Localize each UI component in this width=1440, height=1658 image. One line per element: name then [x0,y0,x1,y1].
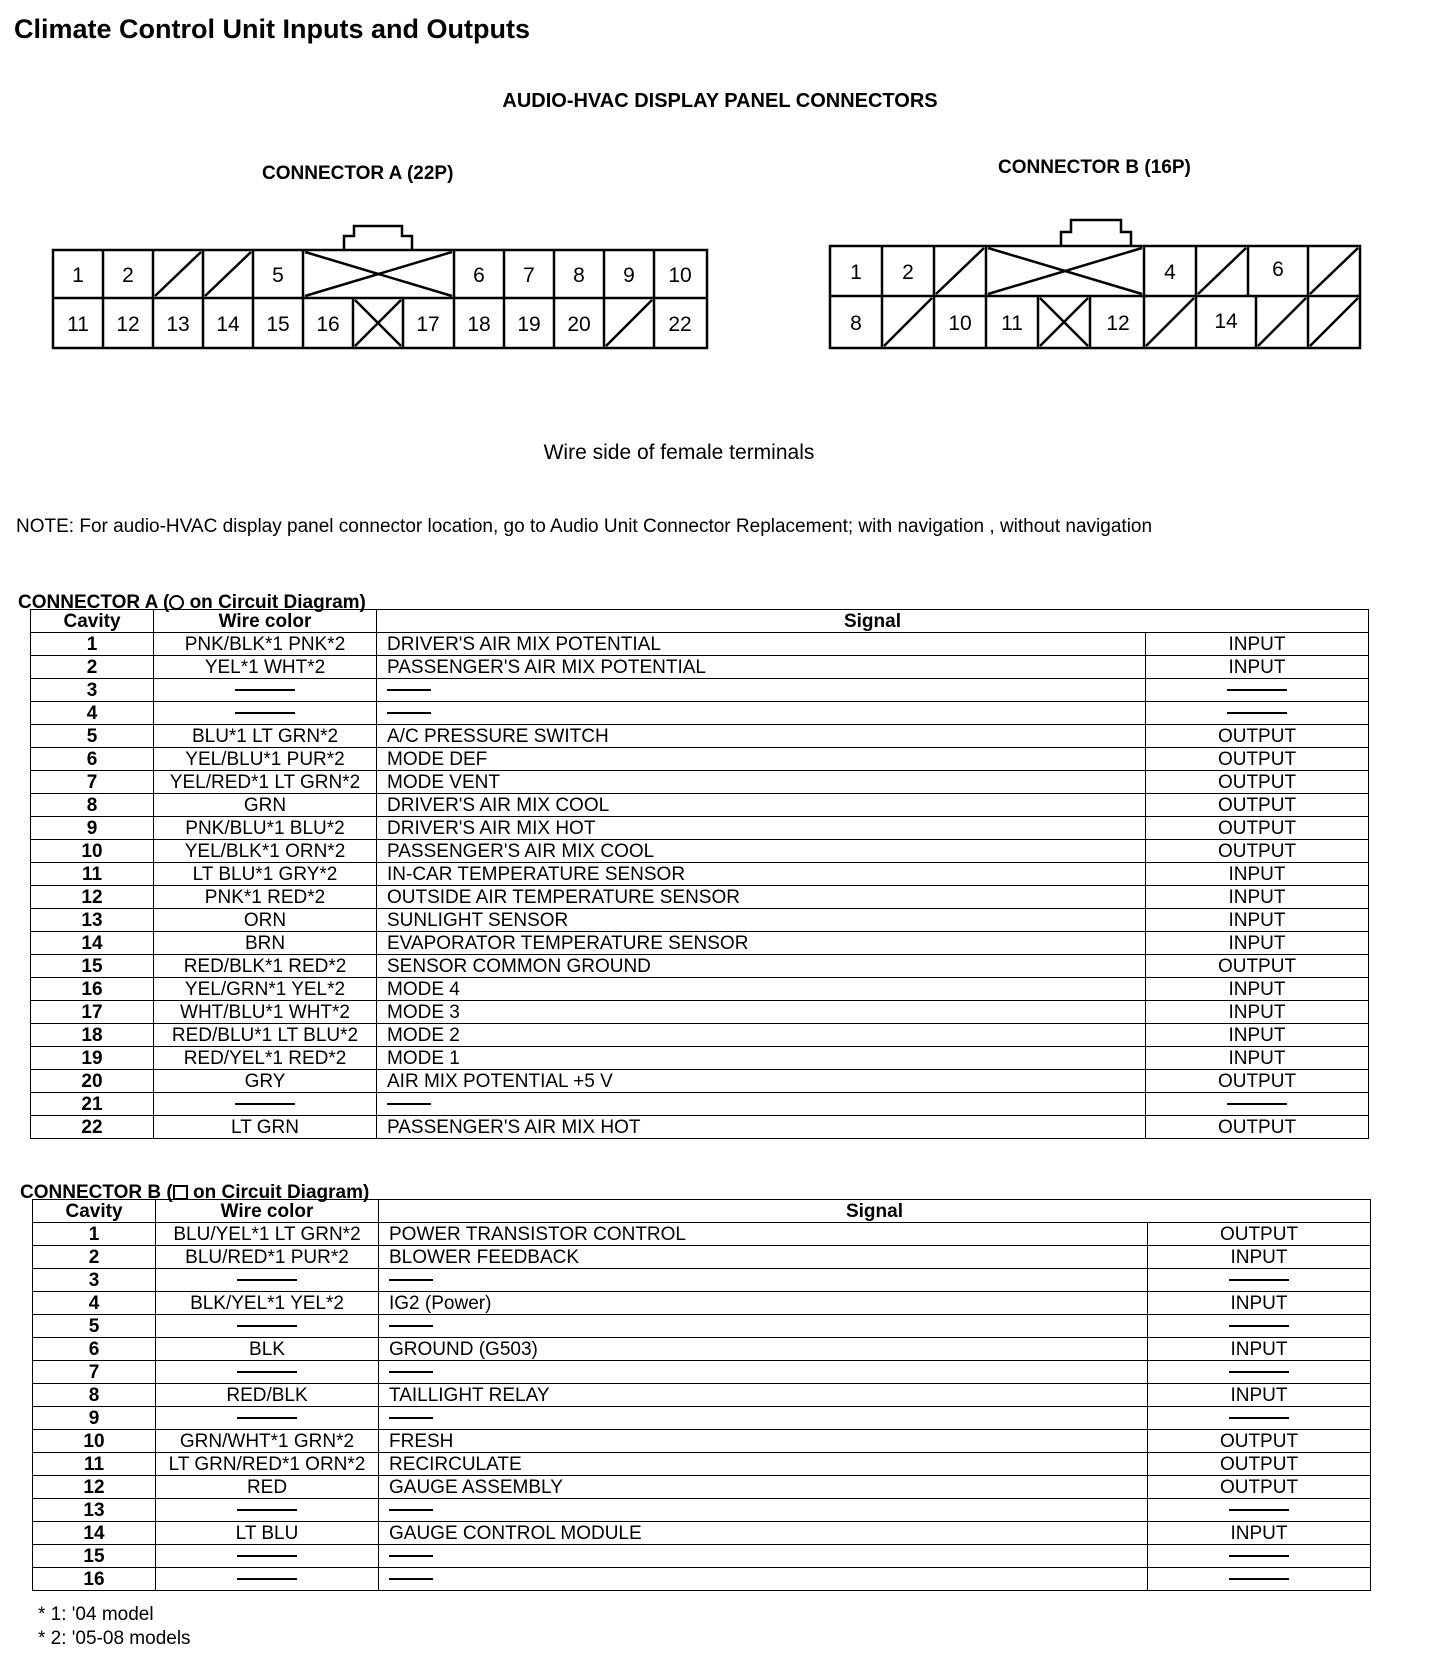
wire-color-cell: YEL/GRN*1 YEL*2 [154,978,377,1001]
cavity-cell: 2 [33,1246,156,1269]
cavity-cell: 11 [33,1453,156,1476]
wire-color-cell: YEL/RED*1 LT GRN*2 [154,771,377,794]
wire-color-cell [156,1499,379,1522]
pin-label: 9 [623,264,635,287]
connector-a-latch [344,226,412,250]
signal-cell: MODE 4 [377,978,1146,1001]
pin-label: 15 [266,313,290,336]
wire-color-cell: GRY [154,1070,377,1093]
wire-color-cell [156,1269,379,1292]
table-row [31,1047,1369,1070]
pin-label: 8 [573,264,585,287]
wire-color-cell [156,1315,379,1338]
cavity-cell: 6 [31,748,154,771]
empty-dash [235,689,295,691]
table-header-row [31,610,1369,633]
io-cell [1148,1499,1371,1522]
wire-color-cell: WHT/BLU*1 WHT*2 [154,1001,377,1024]
pin-label: 10 [668,264,692,287]
wire-color-cell: LT BLU [156,1522,379,1545]
wire-color-cell: PNK*1 RED*2 [154,886,377,909]
cavity-cell: 8 [31,794,154,817]
cavity-cell: 13 [33,1499,156,1522]
signal-cell: SENSOR COMMON GROUND [377,955,1146,978]
cavity-cell: 15 [31,955,154,978]
io-cell: INPUT [1148,1384,1371,1407]
wire-color-cell [156,1545,379,1568]
io-cell: INPUT [1148,1522,1371,1545]
empty-dash [1229,1325,1289,1327]
wire-color-cell [154,702,377,725]
io-cell: OUTPUT [1146,748,1369,771]
table-row [31,725,1369,748]
signal-cell: MODE 3 [377,1001,1146,1024]
wire-color-cell [154,679,377,702]
table-row [31,932,1369,955]
io-cell: INPUT [1146,932,1369,955]
pin-label: 14 [216,313,240,336]
signal-cell: IG2 (Power) [379,1292,1148,1315]
table-row [31,771,1369,794]
table-row [33,1407,1371,1430]
cavity-cell: 2 [31,656,154,679]
signal-cell: IN-CAR TEMPERATURE SENSOR [377,863,1146,886]
wire-color-cell: PNK/BLK*1 PNK*2 [154,633,377,656]
table-row [33,1338,1371,1361]
pin-label: 2 [902,261,914,284]
table-row [31,886,1369,909]
io-cell: INPUT [1146,1047,1369,1070]
table-row [33,1430,1371,1453]
cavity-cell: 13 [31,909,154,932]
wire-color-cell: BLK/YEL*1 YEL*2 [156,1292,379,1315]
table-row [31,840,1369,863]
io-cell [1148,1568,1371,1591]
io-cell [1148,1407,1371,1430]
table-row [31,909,1369,932]
cavity-cell: 20 [31,1070,154,1093]
wire-color-cell: BLU*1 LT GRN*2 [154,725,377,748]
empty-dash [237,1371,297,1373]
empty-dash [1229,1555,1289,1557]
signal-cell: TAILLIGHT RELAY [379,1384,1148,1407]
cavity-cell: 4 [31,702,154,725]
connector-b-latch [1061,220,1131,246]
empty-dash [389,1509,433,1511]
table-row [33,1384,1371,1407]
empty-dash [1227,689,1287,691]
cavity-cell: 12 [33,1476,156,1499]
cavity-cell: 7 [33,1361,156,1384]
table-row [31,978,1369,1001]
wire-color-cell: RED [156,1476,379,1499]
io-cell: INPUT [1148,1246,1371,1269]
pin-label: 22 [668,313,692,336]
connector-b-body [33,1223,1371,1591]
signal-cell: PASSENGER'S AIR MIX POTENTIAL [377,656,1146,679]
cavity-cell: 12 [31,886,154,909]
table-row [31,955,1369,978]
wire-color-cell: GRN/WHT*1 GRN*2 [156,1430,379,1453]
cavity-cell: 14 [33,1522,156,1545]
connector-b-label: CONNECTOR B (16P) [998,157,1191,178]
page-title: Climate Control Unit Inputs and Outputs [14,14,530,44]
wire-color-cell [156,1407,379,1430]
io-cell: INPUT [1146,863,1369,886]
cavity-cell: 10 [33,1430,156,1453]
table-row [33,1292,1371,1315]
empty-dash [1229,1371,1289,1373]
wire-color-cell: BLK [156,1338,379,1361]
empty-dash [389,1417,433,1419]
wire-color-cell [154,1093,377,1116]
io-cell: OUTPUT [1146,955,1369,978]
signal-cell [379,1269,1148,1292]
wire-color-header: Wire color [156,1200,379,1223]
connector-b-diagram [826,212,1368,359]
wire-color-cell: BRN [154,932,377,955]
note-text: NOTE: For audio-HVAC display panel connector location, go to Audio Unit Connector Replacement; with navigation , without navigation [16,516,1153,537]
io-cell [1148,1361,1371,1384]
table-row [33,1246,1371,1269]
square-symbol-icon [173,1185,188,1200]
cavity-cell: 22 [31,1116,154,1139]
signal-cell [379,1361,1148,1384]
cavity-cell: 15 [33,1545,156,1568]
io-cell: INPUT [1146,978,1369,1001]
wire-color-header: Wire color [154,610,377,633]
connector-a-label: CONNECTOR A (22P) [262,163,454,184]
cavity-cell: 3 [31,679,154,702]
empty-dash [387,712,431,714]
pin-label: 1 [850,261,862,284]
wire-color-cell: BLU/RED*1 PUR*2 [156,1246,379,1269]
table-row [31,1093,1369,1116]
connector-a-table [30,609,1369,1139]
empty-dash [1229,1417,1289,1419]
io-cell: OUTPUT [1146,1070,1369,1093]
wire-color-cell: RED/YEL*1 RED*2 [154,1047,377,1070]
cavity-cell: 21 [31,1093,154,1116]
signal-cell [379,1568,1148,1591]
pin-label: 13 [166,313,190,336]
pin-label: 17 [416,313,440,336]
wire-color-cell [156,1568,379,1591]
connector-a-body [31,633,1369,1139]
signal-cell: DRIVER'S AIR MIX POTENTIAL [377,633,1146,656]
empty-dash [387,1103,431,1105]
table-row [33,1499,1371,1522]
pin-label: 11 [1001,312,1023,335]
pin-label: 6 [473,264,485,287]
signal-cell [379,1545,1148,1568]
cavity-cell: 4 [33,1292,156,1315]
wire-color-cell: RED/BLU*1 LT BLU*2 [154,1024,377,1047]
io-cell: INPUT [1146,1024,1369,1047]
signal-cell [377,1093,1146,1116]
pin-label: 14 [1214,310,1238,333]
wire-color-cell: YEL*1 WHT*2 [154,656,377,679]
connector-a-diagram [48,218,714,355]
wire-color-cell: RED/BLK [156,1384,379,1407]
empty-dash [237,1279,297,1281]
cavity-cell: 14 [31,932,154,955]
io-cell [1148,1315,1371,1338]
footnote-1: * 1: '04 model [38,1604,154,1625]
table-row [31,817,1369,840]
io-cell: OUTPUT [1146,1116,1369,1139]
footnote-2: * 2: '05-08 models [38,1628,191,1649]
pin-label: 18 [467,313,491,336]
io-cell [1146,679,1369,702]
empty-dash [237,1578,297,1580]
empty-dash [389,1578,433,1580]
empty-dash [1227,712,1287,714]
io-cell: OUTPUT [1148,1430,1371,1453]
cavity-cell: 16 [31,978,154,1001]
signal-cell: SUNLIGHT SENSOR [377,909,1146,932]
table-row [33,1545,1371,1568]
table-row [31,1024,1369,1047]
cavity-cell: 5 [31,725,154,748]
io-cell: INPUT [1146,886,1369,909]
empty-dash [235,1103,295,1105]
signal-cell: MODE VENT [377,771,1146,794]
table-row [31,863,1369,886]
signal-cell: MODE 2 [377,1024,1146,1047]
wire-color-cell: RED/BLK*1 RED*2 [154,955,377,978]
io-cell: OUTPUT [1146,771,1369,794]
wire-color-cell: ORN [154,909,377,932]
signal-header: Signal [379,1200,1371,1223]
cavity-cell: 6 [33,1338,156,1361]
table-row [31,656,1369,679]
caption-suffix: on Circuit Diagram) [187,1182,370,1203]
pin-label: 16 [316,313,340,336]
table-row [33,1223,1371,1246]
pin-label: 12 [116,313,140,336]
signal-cell [377,702,1146,725]
table-row [33,1453,1371,1476]
cavity-cell: 3 [33,1269,156,1292]
pin-label: 11 [67,313,89,336]
cavity-header: Cavity [33,1200,156,1223]
pin-label: 20 [567,313,591,336]
pin-label: 10 [948,312,972,335]
io-cell: OUTPUT [1146,840,1369,863]
table-row [33,1522,1371,1545]
wire-color-cell [156,1361,379,1384]
io-cell: INPUT [1148,1292,1371,1315]
table-row [31,1001,1369,1024]
wire-side-caption: Wire side of female terminals [543,441,815,464]
section-subtitle: AUDIO-HVAC DISPLAY PANEL CONNECTORS [502,90,938,112]
signal-cell: A/C PRESSURE SWITCH [377,725,1146,748]
io-cell: INPUT [1146,633,1369,656]
io-cell [1146,702,1369,725]
io-cell: OUTPUT [1148,1453,1371,1476]
wire-color-cell: YEL/BLU*1 PUR*2 [154,748,377,771]
pin-label: 4 [1164,261,1176,284]
wire-color-cell: GRN [154,794,377,817]
wire-color-cell: LT GRN/RED*1 ORN*2 [156,1453,379,1476]
signal-cell: GAUGE ASSEMBLY [379,1476,1148,1499]
signal-cell [379,1407,1148,1430]
io-cell: INPUT [1146,909,1369,932]
cavity-cell: 7 [31,771,154,794]
signal-cell: AIR MIX POTENTIAL +5 V [377,1070,1146,1093]
empty-dash [389,1325,433,1327]
caption-suffix: on Circuit Diagram) [184,592,366,613]
empty-dash [235,712,295,714]
io-cell [1148,1269,1371,1292]
cavity-cell: 16 [33,1568,156,1591]
table-header-row [33,1200,1371,1223]
signal-cell: OUTSIDE AIR TEMPERATURE SENSOR [377,886,1146,909]
io-cell: OUTPUT [1146,725,1369,748]
pin-label: 8 [850,312,862,335]
cavity-cell: 1 [33,1223,156,1246]
empty-dash [237,1325,297,1327]
pin-label: 2 [122,264,134,287]
signal-header: Signal [377,610,1369,633]
io-cell: INPUT [1146,1001,1369,1024]
signal-cell: PASSENGER'S AIR MIX HOT [377,1116,1146,1139]
signal-cell: GAUGE CONTROL MODULE [379,1522,1148,1545]
io-cell: OUTPUT [1148,1476,1371,1499]
table-row [31,748,1369,771]
connector-a-svg [48,218,714,350]
signal-cell [379,1499,1148,1522]
signal-cell: GROUND (G503) [379,1338,1148,1361]
signal-cell [379,1315,1148,1338]
io-cell: OUTPUT [1148,1223,1371,1246]
caption-prefix: CONNECTOR B ( [20,1182,173,1203]
pin-label: 5 [272,264,284,287]
cavity-cell: 18 [31,1024,154,1047]
table-row [31,679,1369,702]
io-cell: OUTPUT [1146,794,1369,817]
empty-dash [237,1417,297,1419]
cavity-cell: 1 [31,633,154,656]
circle-symbol-icon [169,595,184,610]
empty-dash [1227,1103,1287,1105]
table-row [31,1070,1369,1093]
cavity-header: Cavity [31,610,154,633]
table-row [33,1269,1371,1292]
signal-cell: PASSENGER'S AIR MIX COOL [377,840,1146,863]
pin-label: 1 [72,264,84,287]
cavity-cell: 10 [31,840,154,863]
empty-dash [387,689,431,691]
cavity-cell: 5 [33,1315,156,1338]
signal-cell: DRIVER'S AIR MIX HOT [377,817,1146,840]
pin-label: 19 [517,313,541,336]
empty-dash [1229,1509,1289,1511]
empty-dash [237,1555,297,1557]
empty-dash [389,1371,433,1373]
signal-cell [377,679,1146,702]
cavity-cell: 19 [31,1047,154,1070]
signal-cell: DRIVER'S AIR MIX COOL [377,794,1146,817]
pin-label: 6 [1272,258,1284,281]
wire-color-cell: PNK/BLU*1 BLU*2 [154,817,377,840]
table-row [33,1315,1371,1338]
wire-color-cell: YEL/BLK*1 ORN*2 [154,840,377,863]
cavity-cell: 9 [33,1407,156,1430]
io-cell: INPUT [1146,656,1369,679]
table-row [31,702,1369,725]
io-cell: INPUT [1148,1338,1371,1361]
table-row [33,1476,1371,1499]
caption-prefix: CONNECTOR A ( [18,592,170,613]
empty-dash [389,1279,433,1281]
cavity-cell: 9 [31,817,154,840]
cavity-cell: 8 [33,1384,156,1407]
wire-color-cell: LT GRN [154,1116,377,1139]
empty-dash [1229,1279,1289,1281]
empty-dash [389,1555,433,1557]
signal-cell: RECIRCULATE [379,1453,1148,1476]
pin-label: 7 [523,264,535,287]
table-row [33,1568,1371,1591]
io-cell [1148,1545,1371,1568]
io-cell: OUTPUT [1146,817,1369,840]
connector-b-table [32,1199,1371,1591]
wire-color-cell: BLU/YEL*1 LT GRN*2 [156,1223,379,1246]
table-row [31,1116,1369,1139]
cavity-cell: 11 [31,863,154,886]
empty-dash [1229,1578,1289,1580]
signal-cell: POWER TRANSISTOR CONTROL [379,1223,1148,1246]
connector-b-svg [826,212,1368,354]
wire-color-cell: LT BLU*1 GRY*2 [154,863,377,886]
empty-dash [237,1509,297,1511]
signal-cell: FRESH [379,1430,1148,1453]
table-row [31,633,1369,656]
signal-cell: BLOWER FEEDBACK [379,1246,1148,1269]
cavity-cell: 17 [31,1001,154,1024]
signal-cell: MODE 1 [377,1047,1146,1070]
pin-label: 12 [1106,312,1130,335]
table-row [31,794,1369,817]
signal-cell: MODE DEF [377,748,1146,771]
signal-cell: EVAPORATOR TEMPERATURE SENSOR [377,932,1146,955]
table-row [33,1361,1371,1384]
io-cell [1146,1093,1369,1116]
